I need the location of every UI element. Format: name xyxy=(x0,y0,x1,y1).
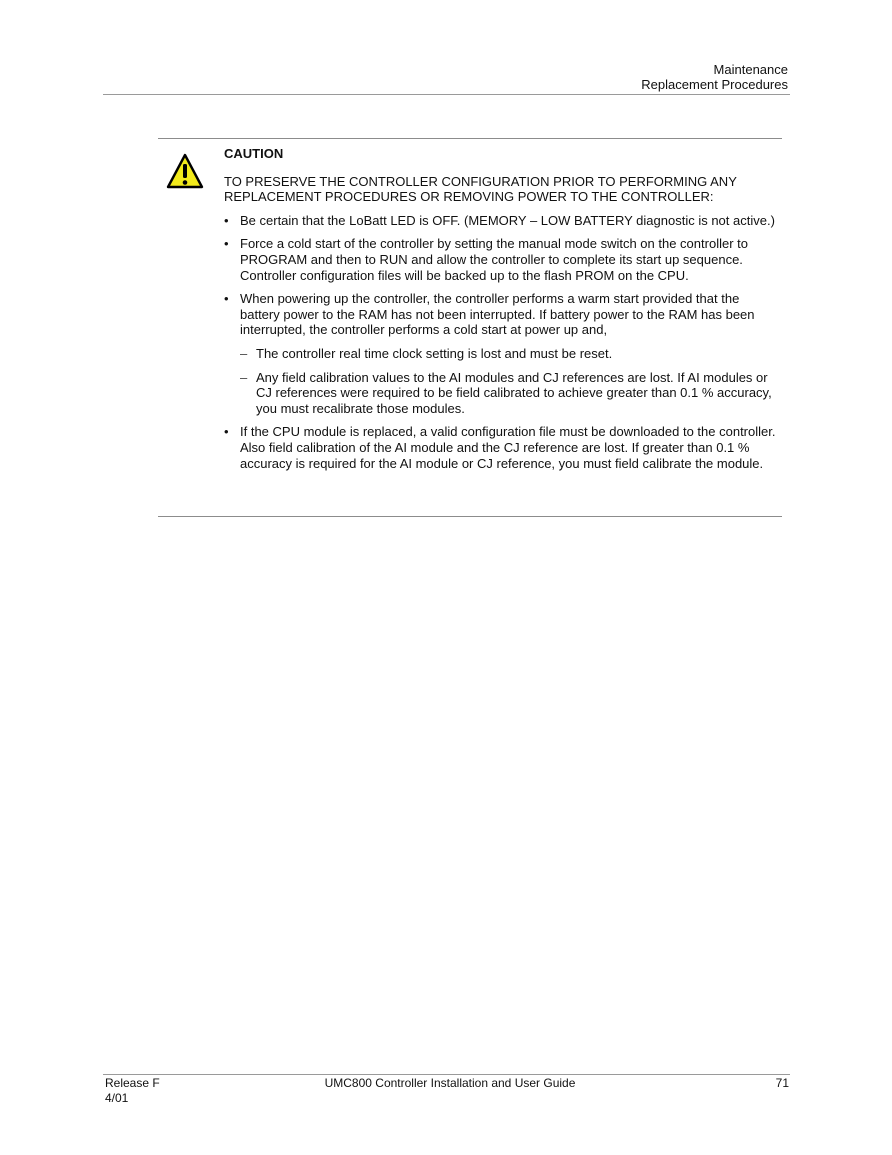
list-item xyxy=(224,424,780,471)
footer-release-info xyxy=(105,1076,160,1106)
warning-triangle-icon xyxy=(166,153,204,189)
running-header xyxy=(641,62,788,92)
footer-release: Release F xyxy=(105,1076,160,1090)
list-item xyxy=(224,291,780,416)
caution-lead-text: TO PRESERVE THE CONTROLLER CONFIGURATION PRIOR TO PERFORMING ANY REPLACEMENT PROCEDURES OR REMOVING POWER TO THE CONTROLLER: xyxy=(224,173,737,205)
footer-divider xyxy=(103,1074,790,1075)
bullet-text: When powering up the controller, the controller performs a warm start provided that the battery power to the RAM has not been interrupted. If battery power to the RAM has been interrupted, the controller performs a cold start at power up and, xyxy=(240,291,755,338)
bullet-icon: • xyxy=(224,212,229,228)
header-divider xyxy=(103,94,790,95)
bullet-text: Be certain that the LoBatt LED is OFF. (MEMORY – LOW BATTERY diagnostic is not active.) xyxy=(240,212,775,228)
sub-item-text: The controller real time clock setting is lost and must be reset. xyxy=(256,345,613,361)
caution-content xyxy=(224,146,780,479)
sub-list-item xyxy=(240,346,780,362)
footer-date: 4/01 xyxy=(105,1091,129,1105)
header-subsection: Replacement Procedures xyxy=(641,77,788,92)
footer-document-title: UMC800 Controller Installation and User Guide xyxy=(324,1076,576,1090)
bullet-icon: • xyxy=(224,291,229,307)
sub-list-item xyxy=(240,370,780,417)
list-item xyxy=(224,213,780,229)
caution-box xyxy=(158,138,782,517)
sub-list xyxy=(240,346,780,416)
caution-title: CAUTION xyxy=(224,146,284,161)
bullet-text: If the CPU module is replaced, a valid configuration file must be downloaded to the controller. Also field calibration of the AI module and the CJ reference are lost. If greater than 0.1 % accuracy is required for the AI module or CJ reference, you must field calibrate the module. xyxy=(240,424,776,471)
bullet-text: Force a cold start of the controller by setting the manual mode switch on the controller to PROGRAM and then to RUN and allow the controller to complete its start up sequence. Controller configuration files will be backed up to the flash PROM on the CPU. xyxy=(240,236,748,283)
caution-bullet-list xyxy=(224,213,780,471)
page-number: 71 xyxy=(775,1076,789,1090)
header-section: Maintenance xyxy=(713,62,788,77)
bullet-icon: • xyxy=(224,424,229,440)
list-item xyxy=(224,236,780,283)
dash-icon: – xyxy=(240,369,248,385)
bullet-icon: • xyxy=(224,236,229,252)
sub-item-text: Any field calibration values to the AI modules and CJ references are lost. If AI modules or CJ references were required to be field calibrated to achieve greater than 0.1 % accuracy, you must recalibrate those modules. xyxy=(256,369,772,416)
dash-icon: – xyxy=(240,345,248,361)
